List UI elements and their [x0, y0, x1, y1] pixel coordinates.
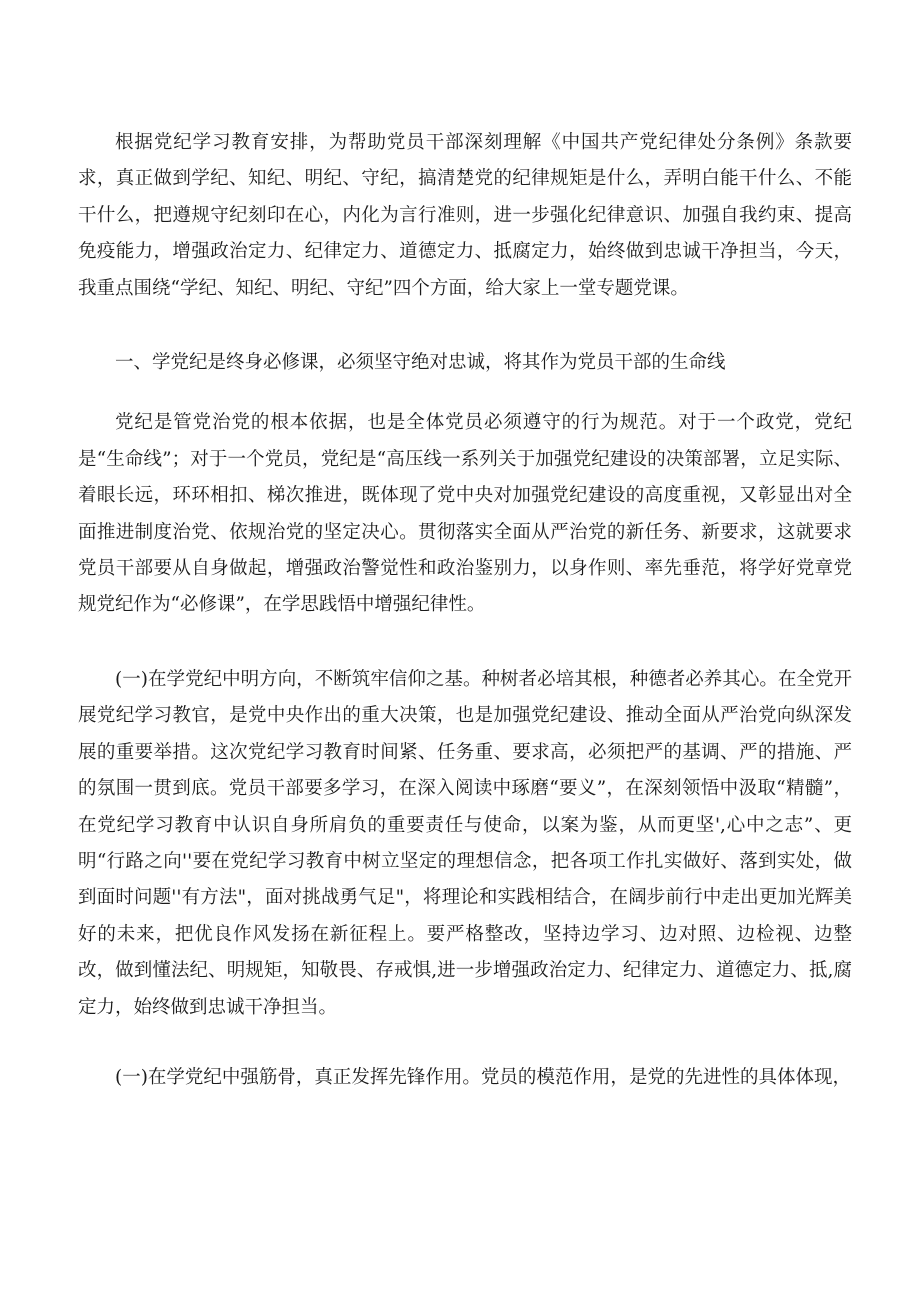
document-body [78, 125, 852, 1096]
intro-paragraph: 根据党纪学习教育安排，为帮助党员干部深刻理解《中国共产党纪律处分条例》条款要求，真正做到学纪、知纪、明纪、守纪，搞清楚党的纪律规矩是什么，弄明白能干什么、不能干什么，把遵规守纪刻印在心，内化为言行准则，进一步强化纪律意识、加强自我约束、提高免疫能力，增强政治定力、纪律定力、道德定力、抵腐定力，始终做到忠诚干净担当，今天，我重点围绕“学纪、知纪、明纪、守纪”四个方面，给大家上一堂专题党课。 [78, 132, 852, 299]
body-paragraph-direction: (一)在学党纪中明方向，不断筑牢信仰之基。种树者必培其根，种德者必养其心。在全党开展党纪学习教官，是党中央作出的重大决策，也是加强党纪建设、推动全面从严治党向纵深发展的重要举措。这次党纪学习教育时间紧、任务重、要求高，必须把严的基调、严的措施、严的氛围一贯到底。党员干部要多学习，在深入阅读中琢磨“要义”，在深刻领悟中汲取“精髓”，在党纪学习教育中认识自身所肩负的重要责任与使命，以案为鉴，从而更坚',心中之志”、更明“行路之向''要在党纪学习教育中树立坚定的理想信念，把各项工作扎实做好、落到实处，做到面时问题''有方法"，面对挑战勇气足"，将理论和实践相结合，在阔步前行中走出更加光辉美好的未来，把优良作风发扬在新征程上。要严格整改，坚持边学习、边对照、边检视、边整改，做到懂法纪、明规矩，知敬畏、存戒惧,进一步增强政治定力、纪律定力、道德定力、抵,腐定力，始终做到忠诚干净担当。 [78, 668, 852, 1018]
section-heading: 一、学党纪是终身必修课，必须坚守绝对忠诚，将其作为党员干部的生命线 [115, 352, 726, 374]
body-paragraph-vanguard: (一)在学党纪中强筋骨，真正发挥先锋作用。党员的模范作用，是党的先进性的具体体现， [115, 1066, 851, 1088]
body-paragraph-party-discipline: 党纪是管党治党的根本依据，也是全体党员必须遵守的行为规范。对于一个政党，党纪是“生命线”；对于一个党员，党纪是“高压线一系列关于加强党纪建设的决策部署，立足实际、着眼长远，环环相扣、梯次推进，既体现了党中央对加强党纪建设的高度重视，又彰显出对全面推进制度治党、依规治党的坚定决心。贯彻落实全面从严治党的新任务、新要求，这就要求党员干部要从自身做起，增强政治警觉性和政治鉴别力，以身作则、率先垂范，将学好党章党规党纪作为“必修课”，在学思践悟中增强纪律性。 [78, 412, 852, 616]
